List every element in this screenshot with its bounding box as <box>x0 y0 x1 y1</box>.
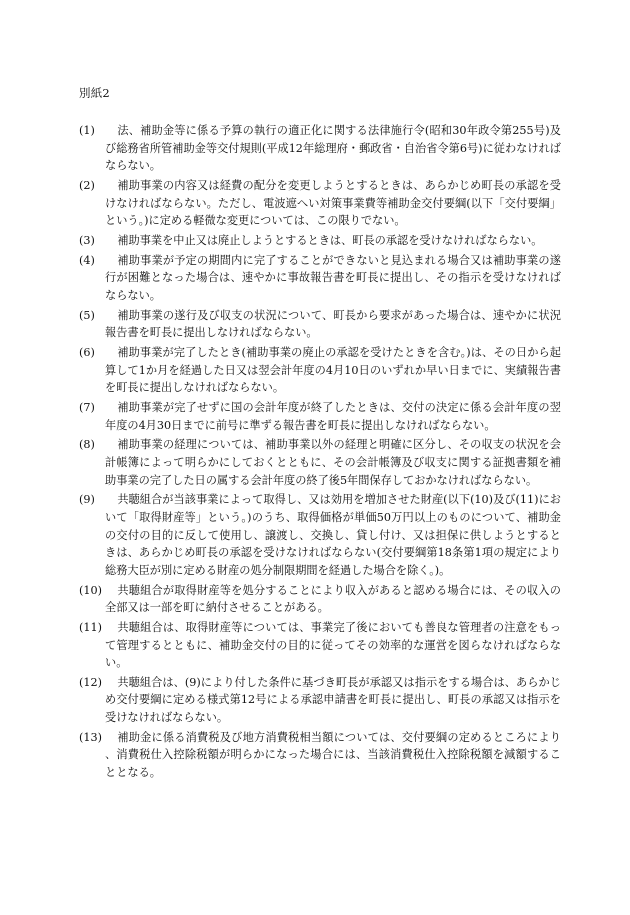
item-text: 法、補助金等に係る予算の執行の適正化に関する法律施行令(昭和30年政令第255号)及び総務省所管補助金等交付規則(平成12年総理府・郵政省・自治省令第6号)に従わなければならない。 <box>105 124 561 173</box>
item-number: (3) <box>79 233 95 247</box>
list-item <box>79 491 561 579</box>
item-text: 補助事業が完了したとき(補助事業の廃止の承認を受けたときを含む。)は、その日から起算して1か月を経過した日又は翌会計年度の4月10日のいずれか早い日までに、実績報告書を町長に提出しなければならない。 <box>105 346 561 395</box>
item-text: 補助事業を中止又は廃止しようとするときは、町長の承認を受けなければならない。 <box>117 233 543 247</box>
item-number: (7) <box>79 401 95 415</box>
item-text: 補助事業の経理については、補助事業以外の経理と明確に区分し、その収支の状況を会計帳簿によって明らかにしておくとともに、その会計帳簿及び収支に関する証拠書類を補助事業の完了した日の属する会計年度の終了後5年間保存しておかなければならない。 <box>105 438 561 487</box>
item-number: (2) <box>79 178 95 192</box>
item-text: 補助事業の遂行及び収支の状況について、町長から要求があった場合は、速やかに状況報告書を町長に提出しなければならない。 <box>105 308 561 340</box>
item-number: (1) <box>79 124 95 137</box>
item-text: 共聴組合が取得財産等を処分することにより収入があると認める場合には、その収入の全部又は一部を町に納付させることがある。 <box>105 583 561 615</box>
list-item <box>79 122 561 175</box>
list-item <box>79 344 561 397</box>
list-item <box>79 619 561 672</box>
item-number: (10) <box>79 583 102 597</box>
item-text: 補助事業が予定の期間内に完了することができないと見込まれる場合又は補助事業の遂行が困難となった場合は、速やかに事故報告書を町長に提出し、その指示を受けなければならない。 <box>105 253 561 302</box>
list-item <box>79 177 561 230</box>
item-number: (11) <box>79 620 102 634</box>
item-text: 補助事業の内容又は経費の配分を変更しようとするときは、あらかじめ町長の承認を受けなければならない。ただし、電波遮へい対策事業費等補助金交付要綱(以下「交付要綱」という。)に定める軽微な変更については、この限りでない。 <box>105 178 561 228</box>
list-item <box>79 729 561 782</box>
list-item <box>79 307 561 342</box>
item-number: (13) <box>79 730 102 744</box>
item-number: (12) <box>79 675 102 689</box>
list-item <box>79 232 561 250</box>
conditions-list <box>79 122 561 784</box>
attachment-label: 別紙2 <box>79 86 110 100</box>
list-item <box>79 436 561 489</box>
list-item <box>79 674 561 727</box>
item-number: (5) <box>79 308 95 322</box>
list-item <box>79 582 561 617</box>
item-text: 補助事業が完了せずに国の会計年度が終了したときは、交付の決定に係る会計年度の翌年度の4月30日までに前号に準ずる報告書を町長に提出しなければならない。 <box>105 401 561 432</box>
item-text: 補助金に係る消費税及び地方消費税相当額については、交付要綱の定めるところにより、消費税仕入控除税額が明らかになった場合には、当該消費税仕入控除税額を減額することとなる。 <box>105 730 561 780</box>
item-text: 共聴組合が当該事業によって取得し、又は効用を増加させた財産(以下(10)及び(11)において「取得財産等」という。)のうち、取得価格が単価50万円以上のものについて、補助金の交付の目的に反して使用し、譲渡し、交換し、貸し付け、又は担保に供しようとするときは、あらかじめ町長の承認を受けなければならない(交付要綱第18条第1項の規定により総務大臣が別に定める財産の処分制限期間を経過した場合を除く。)。 <box>105 493 561 577</box>
list-item <box>79 399 561 434</box>
item-number: (4) <box>79 253 95 267</box>
item-number: (8) <box>79 438 95 452</box>
item-number: (9) <box>79 493 95 507</box>
item-text: 共聴組合は、(9)により付した条件に基づき町長が承認又は指示をする場合は、あらかじめ交付要綱に定める様式第12号による承認申請書を町長に提出し、町長の承認又は指示を受けなければならない。 <box>105 675 561 725</box>
item-text: 共聴組合は、取得財産等については、事業完了後においても善良な管理者の注意をもって管理するとともに、補助金交付の目的に従ってその効率的な運営を図らなければならない。 <box>105 620 561 670</box>
list-item <box>79 252 561 305</box>
item-number: (6) <box>79 346 95 360</box>
